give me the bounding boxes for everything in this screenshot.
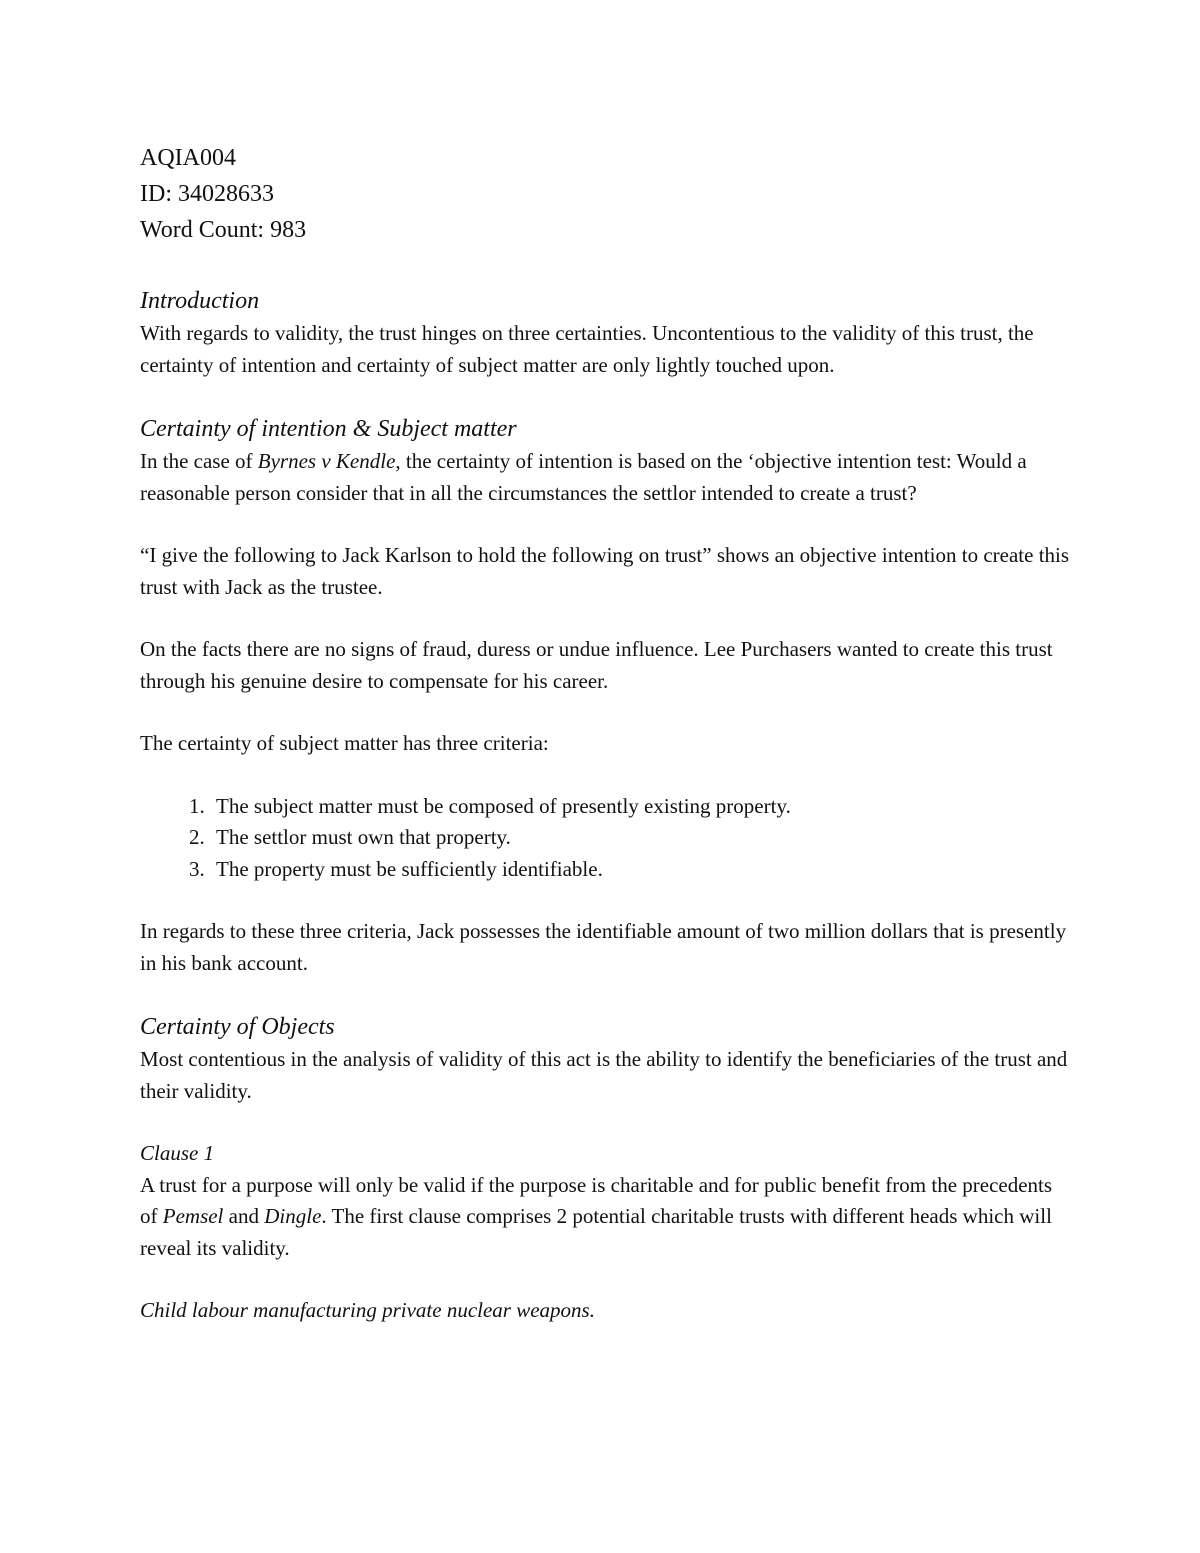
case-name-byrnes: Byrnes v Kendle — [257, 449, 396, 473]
course-code: AQIA004 — [140, 145, 236, 171]
word-count: Word Count: 983 — [140, 217, 307, 243]
list-item: 1. The subject matter must be composed of presently existing property. — [210, 791, 1070, 823]
case-name-pemsel: Pemsel — [162, 1204, 224, 1228]
intention-paragraph-1 — [140, 446, 1070, 509]
intention-p1-post: , the certainty of intention is based on the ‘objective intention test: Would a reasonable person consider that in all the circumstances the settlor intended to create a trust? — [140, 449, 1027, 505]
intention-heading: Certainty of intention & Subject matter — [140, 416, 517, 442]
final-italic-line: Child labour manufacturing private nuclear weapons. — [140, 1298, 595, 1322]
student-id: ID: 34028633 — [140, 181, 274, 207]
list-item: 3. The property must be sufficiently identifiable. — [210, 854, 1070, 886]
introduction-heading: Introduction — [140, 288, 260, 314]
list-item: 2. The settlor must own that property. — [210, 822, 1070, 854]
introduction-paragraph: With regards to validity, the trust hinges on three certainties. Uncontentious to the validity of this trust, the certainty of intention and certainty of subject matter are only lightly touched upon. — [140, 321, 1034, 377]
clause-pre: A trust for a purpose will only be valid if the purpose is charitable and for public benefit from the precedents of — [140, 1172, 1053, 1228]
intention-p1-pre: In the case of — [140, 449, 258, 473]
clause-1-heading: Clause 1 — [140, 1141, 215, 1165]
intention-paragraph-2: “I give the following to Jack Karlson to hold the following on trust” shows an objective intention to create this trust with Jack as the trustee. — [140, 543, 1070, 599]
objects-heading: Certainty of Objects — [140, 1014, 335, 1040]
intention-paragraph-4: The certainty of subject matter has three criteria: — [140, 731, 549, 755]
clause-post: . The first clause comprises 2 potential charitable trusts with different heads which will reveal its validity. — [140, 1204, 1052, 1260]
clause-1-paragraph — [140, 1170, 1070, 1265]
criteria-list — [140, 791, 1070, 886]
document-page — [140, 140, 1070, 1327]
clause-mid: and — [223, 1204, 265, 1228]
intention-paragraph-3: On the facts there are no signs of fraud, duress or undue influence. Lee Purchasers wanted to create this trust through his genuine desire to compensate for his career. — [140, 637, 1053, 693]
intention-paragraph-5: In regards to these three criteria, Jack possesses the identifiable amount of two million dollars that is presently in his bank account. — [140, 919, 1067, 975]
case-name-dingle: Dingle — [264, 1204, 322, 1228]
objects-paragraph: Most contentious in the analysis of validity of this act is the ability to identify the beneficiaries of the trust and their validity. — [140, 1047, 1068, 1103]
